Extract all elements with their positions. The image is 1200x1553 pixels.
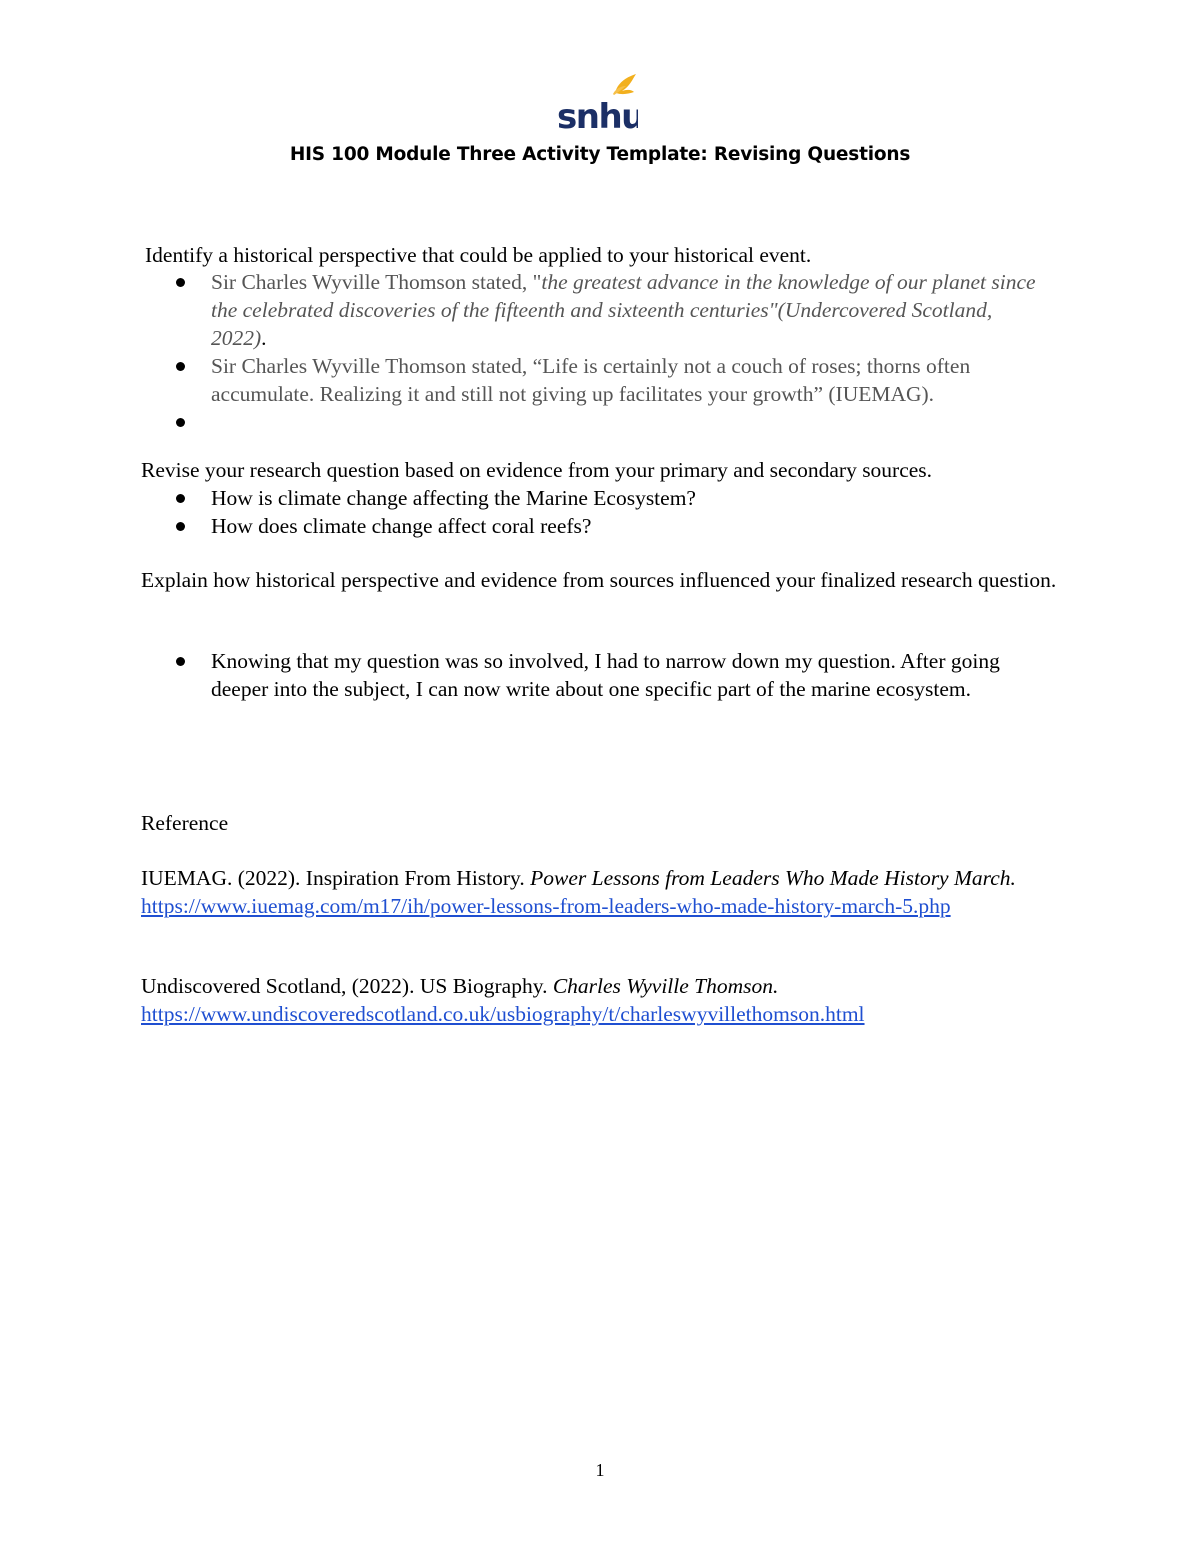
list-item: Sir Charles Wyville Thomson stated, “Life is certainly not a couch of roses; thorns often accumulate. Realizing it and still not giving up facilitates your growth” (IUEMAG). [141, 352, 1041, 408]
reference-entry-iuemag: IUEMAG. (2022). Inspiration From History. Power Lessons from Leaders Who Made History March. https://www.iuemag.com/m17/ih/power-lessons-from-leaders-who-made-history-march-5.php [141, 866, 1016, 918]
list-item: Knowing that my question was so involved, I had to narrow down my question. After going deeper into the subject, I can now write about one specific part of the marine ecosystem. [141, 647, 1041, 703]
revise-prompt: Revise your research question based on evidence from your primary and secondary sources. [141, 458, 933, 482]
reference-link-iuemag[interactable]: https://www.iuemag.com/m17/ih/power-lessons-from-leaders-who-made-history-march-5.php [141, 894, 951, 918]
perspective-list [141, 268, 1041, 436]
quote-text: the greatest advance in the knowledge of our planet since the celebrated discoveries of the fifteenth and sixteenth centuries"(Undercovered Scotland, 2022) [211, 270, 1036, 350]
snhu-logo [556, 74, 638, 132]
revised-questions-list [141, 484, 1041, 540]
document-title: HIS 100 Module Three Activity Template: Revising Questions [289, 144, 911, 165]
bullet-icon [176, 494, 185, 503]
list-item: How does climate change affect coral reefs? [141, 512, 1041, 540]
bullet-icon [176, 278, 185, 287]
reference-link-undiscovered-scotland[interactable]: https://www.undiscoveredscotland.co.uk/usbiography/t/charleswyvillethomson.html [141, 1002, 865, 1026]
reference-entry-undiscovered-scotland: Undiscovered Scotland, (2022). US Biography. Charles Wyville Thomson. https://www.undiscoveredscotland.co.uk/usbiography/t/charleswyvillethomson.html [141, 974, 865, 1026]
bullet-icon [176, 657, 185, 666]
explanation-list [141, 647, 1041, 703]
list-item [141, 408, 1041, 436]
svg-text:snhu: snhu [557, 97, 638, 132]
bullet-icon [176, 362, 185, 371]
bullet-icon [176, 418, 185, 427]
list-item: How is climate change affecting the Marine Ecosystem? [141, 484, 1041, 512]
explain-prompt: Explain how historical perspective and evidence from sources influenced your finalized research question. [141, 568, 1057, 592]
bullet-icon [176, 522, 185, 531]
page-number: 1 [595, 1460, 605, 1480]
list-item: Sir Charles Wyville Thomson stated, "the greatest advance in the knowledge of our planet since the celebrated discoveries of the fifteenth and sixteenth centuries"(Undercovered Scotland, 2022). [141, 268, 1041, 352]
reference-heading: Reference [141, 811, 229, 835]
perspective-prompt: Identify a historical perspective that could be applied to your historical event. [145, 243, 812, 267]
